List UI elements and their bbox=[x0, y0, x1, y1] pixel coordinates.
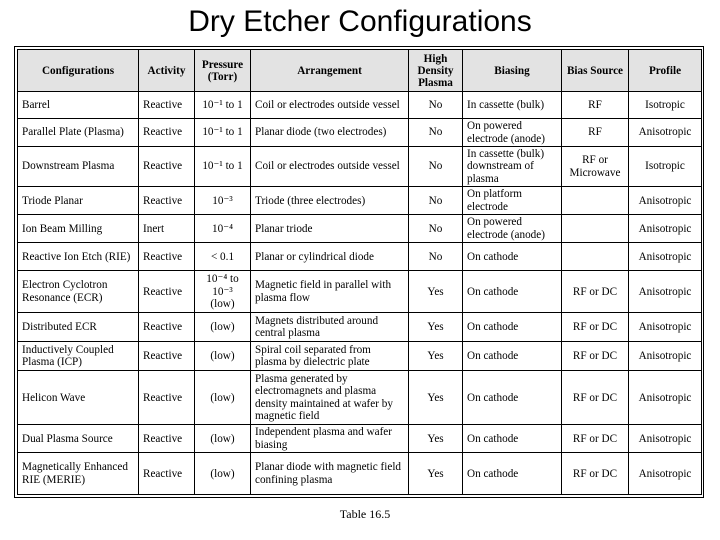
cell-bias-source: RF or DC bbox=[562, 425, 629, 453]
cell-pressure: 10⁻¹ to 1 bbox=[195, 147, 251, 187]
cell-configuration: Distributed ECR bbox=[18, 313, 139, 342]
cell-high-density: Yes bbox=[409, 371, 463, 425]
table-row bbox=[18, 342, 702, 371]
header-high-density-plasma: High Density Plasma bbox=[409, 50, 463, 92]
cell-profile: Anisotropic bbox=[629, 187, 702, 215]
cell-configuration: Barrel bbox=[18, 92, 139, 119]
cell-biasing: On powered electrode (anode) bbox=[463, 119, 562, 147]
cell-high-density: No bbox=[409, 243, 463, 271]
cell-profile: Anisotropic bbox=[629, 371, 702, 425]
cell-profile: Anisotropic bbox=[629, 425, 702, 453]
cell-pressure: 10⁻⁴ bbox=[195, 215, 251, 243]
cell-arrangement: Magnetic field in parallel with plasma flow bbox=[251, 271, 409, 313]
cell-profile: Anisotropic bbox=[629, 215, 702, 243]
cell-biasing: On cathode bbox=[463, 425, 562, 453]
cell-profile: Anisotropic bbox=[629, 342, 702, 371]
cell-activity: Inert bbox=[139, 215, 195, 243]
cell-activity: Reactive bbox=[139, 243, 195, 271]
cell-high-density: Yes bbox=[409, 453, 463, 495]
table-row bbox=[18, 313, 702, 342]
cell-configuration: Electron Cyclotron Resonance (ECR) bbox=[18, 271, 139, 313]
table-caption: Table 16.5 bbox=[339, 507, 391, 521]
cell-configuration: Triode Planar bbox=[18, 187, 139, 215]
header-arrangement: Arrangement bbox=[251, 50, 409, 92]
cell-high-density: No bbox=[409, 92, 463, 119]
cell-high-density: No bbox=[409, 215, 463, 243]
cell-profile: Anisotropic bbox=[629, 243, 702, 271]
cell-arrangement: Coil or electrodes outside vessel bbox=[251, 147, 409, 187]
cell-biasing: In cassette (bulk) downstream of plasma bbox=[463, 147, 562, 187]
cell-high-density: Yes bbox=[409, 342, 463, 371]
cell-bias-source bbox=[562, 243, 629, 271]
cell-arrangement: Planar or cylindrical diode bbox=[251, 243, 409, 271]
cell-biasing: On platform electrode bbox=[463, 187, 562, 215]
cell-arrangement: Planar diode with magnetic field confining plasma bbox=[251, 453, 409, 495]
cell-configuration: Parallel Plate (Plasma) bbox=[18, 119, 139, 147]
cell-activity: Reactive bbox=[139, 187, 195, 215]
cell-pressure: (low) bbox=[195, 371, 251, 425]
cell-activity: Reactive bbox=[139, 371, 195, 425]
cell-high-density: No bbox=[409, 119, 463, 147]
cell-bias-source: RF or DC bbox=[562, 271, 629, 313]
cell-activity: Reactive bbox=[139, 425, 195, 453]
cell-profile: Anisotropic bbox=[629, 453, 702, 495]
table-row bbox=[18, 215, 702, 243]
cell-activity: Reactive bbox=[139, 342, 195, 371]
cell-pressure: (low) bbox=[195, 313, 251, 342]
cell-high-density: Yes bbox=[409, 271, 463, 313]
table-row bbox=[18, 453, 702, 495]
cell-arrangement: Coil or electrodes outside vessel bbox=[251, 92, 409, 119]
cell-arrangement: Planar triode bbox=[251, 215, 409, 243]
cell-configuration: Downstream Plasma bbox=[18, 147, 139, 187]
cell-bias-source: RF or Microwave bbox=[562, 147, 629, 187]
cell-bias-source: RF or DC bbox=[562, 342, 629, 371]
header-profile: Profile bbox=[629, 50, 702, 92]
cell-arrangement: Independent plasma and wafer biasing bbox=[251, 425, 409, 453]
table-row bbox=[18, 92, 702, 119]
table-header-row bbox=[18, 50, 702, 92]
cell-pressure: < 0.1 bbox=[195, 243, 251, 271]
cell-biasing: On cathode bbox=[463, 453, 562, 495]
table-frame bbox=[14, 46, 704, 498]
cell-profile: Anisotropic bbox=[629, 313, 702, 342]
header-configurations: Configurations bbox=[18, 50, 139, 92]
cell-biasing: On powered electrode (anode) bbox=[463, 215, 562, 243]
cell-arrangement: Spiral coil separated from plasma by dielectric plate bbox=[251, 342, 409, 371]
cell-biasing: On cathode bbox=[463, 271, 562, 313]
cell-biasing: On cathode bbox=[463, 313, 562, 342]
cell-pressure: 10⁻⁴ to 10⁻³ (low) bbox=[195, 271, 251, 313]
cell-high-density: Yes bbox=[409, 313, 463, 342]
cell-bias-source: RF or DC bbox=[562, 313, 629, 342]
cell-profile: Anisotropic bbox=[629, 271, 702, 313]
header-activity: Activity bbox=[139, 50, 195, 92]
cell-profile: Anisotropic bbox=[629, 119, 702, 147]
cell-pressure: 10⁻¹ to 1 bbox=[195, 119, 251, 147]
cell-configuration: Dual Plasma Source bbox=[18, 425, 139, 453]
table-row bbox=[18, 187, 702, 215]
cell-configuration: Helicon Wave bbox=[18, 371, 139, 425]
cell-pressure: (low) bbox=[195, 453, 251, 495]
header-biasing: Biasing bbox=[463, 50, 562, 92]
cell-arrangement: Triode (three electrodes) bbox=[251, 187, 409, 215]
table-row bbox=[18, 119, 702, 147]
cell-bias-source: RF or DC bbox=[562, 371, 629, 425]
cell-bias-source: RF bbox=[562, 92, 629, 119]
cell-high-density: Yes bbox=[409, 425, 463, 453]
cell-pressure: 10⁻¹ to 1 bbox=[195, 92, 251, 119]
cell-bias-source: RF bbox=[562, 119, 629, 147]
cell-bias-source: RF or DC bbox=[562, 453, 629, 495]
cell-arrangement: Magnets distributed around central plasma bbox=[251, 313, 409, 342]
cell-biasing: On cathode bbox=[463, 342, 562, 371]
dry-etcher-table bbox=[17, 49, 702, 495]
table-row bbox=[18, 371, 702, 425]
cell-bias-source bbox=[562, 187, 629, 215]
cell-configuration: Reactive Ion Etch (RIE) bbox=[18, 243, 139, 271]
cell-activity: Reactive bbox=[139, 147, 195, 187]
cell-pressure: (low) bbox=[195, 342, 251, 371]
slide-title: Dry Etcher Configurations bbox=[188, 5, 532, 38]
cell-biasing: On cathode bbox=[463, 371, 562, 425]
cell-configuration: Magnetically Enhanced RIE (MERIE) bbox=[18, 453, 139, 495]
cell-pressure: 10⁻³ bbox=[195, 187, 251, 215]
cell-activity: Reactive bbox=[139, 271, 195, 313]
cell-profile: Isotropic bbox=[629, 92, 702, 119]
header-pressure: Pressure (Torr) bbox=[195, 50, 251, 92]
table-row bbox=[18, 147, 702, 187]
table-row bbox=[18, 243, 702, 271]
cell-profile: Isotropic bbox=[629, 147, 702, 187]
table-row bbox=[18, 425, 702, 453]
cell-configuration: Ion Beam Milling bbox=[18, 215, 139, 243]
cell-biasing: On cathode bbox=[463, 243, 562, 271]
cell-arrangement: Planar diode (two electrodes) bbox=[251, 119, 409, 147]
cell-bias-source bbox=[562, 215, 629, 243]
cell-activity: Reactive bbox=[139, 92, 195, 119]
cell-configuration: Inductively Coupled Plasma (ICP) bbox=[18, 342, 139, 371]
cell-high-density: No bbox=[409, 187, 463, 215]
header-bias-source: Bias Source bbox=[562, 50, 629, 92]
cell-pressure: (low) bbox=[195, 425, 251, 453]
cell-biasing: In cassette (bulk) bbox=[463, 92, 562, 119]
cell-activity: Reactive bbox=[139, 119, 195, 147]
cell-high-density: No bbox=[409, 147, 463, 187]
cell-arrangement: Plasma generated by electromagnets and plasma density maintained at wafer by magnetic field bbox=[251, 371, 409, 425]
table-row bbox=[18, 271, 702, 313]
cell-activity: Reactive bbox=[139, 453, 195, 495]
cell-activity: Reactive bbox=[139, 313, 195, 342]
